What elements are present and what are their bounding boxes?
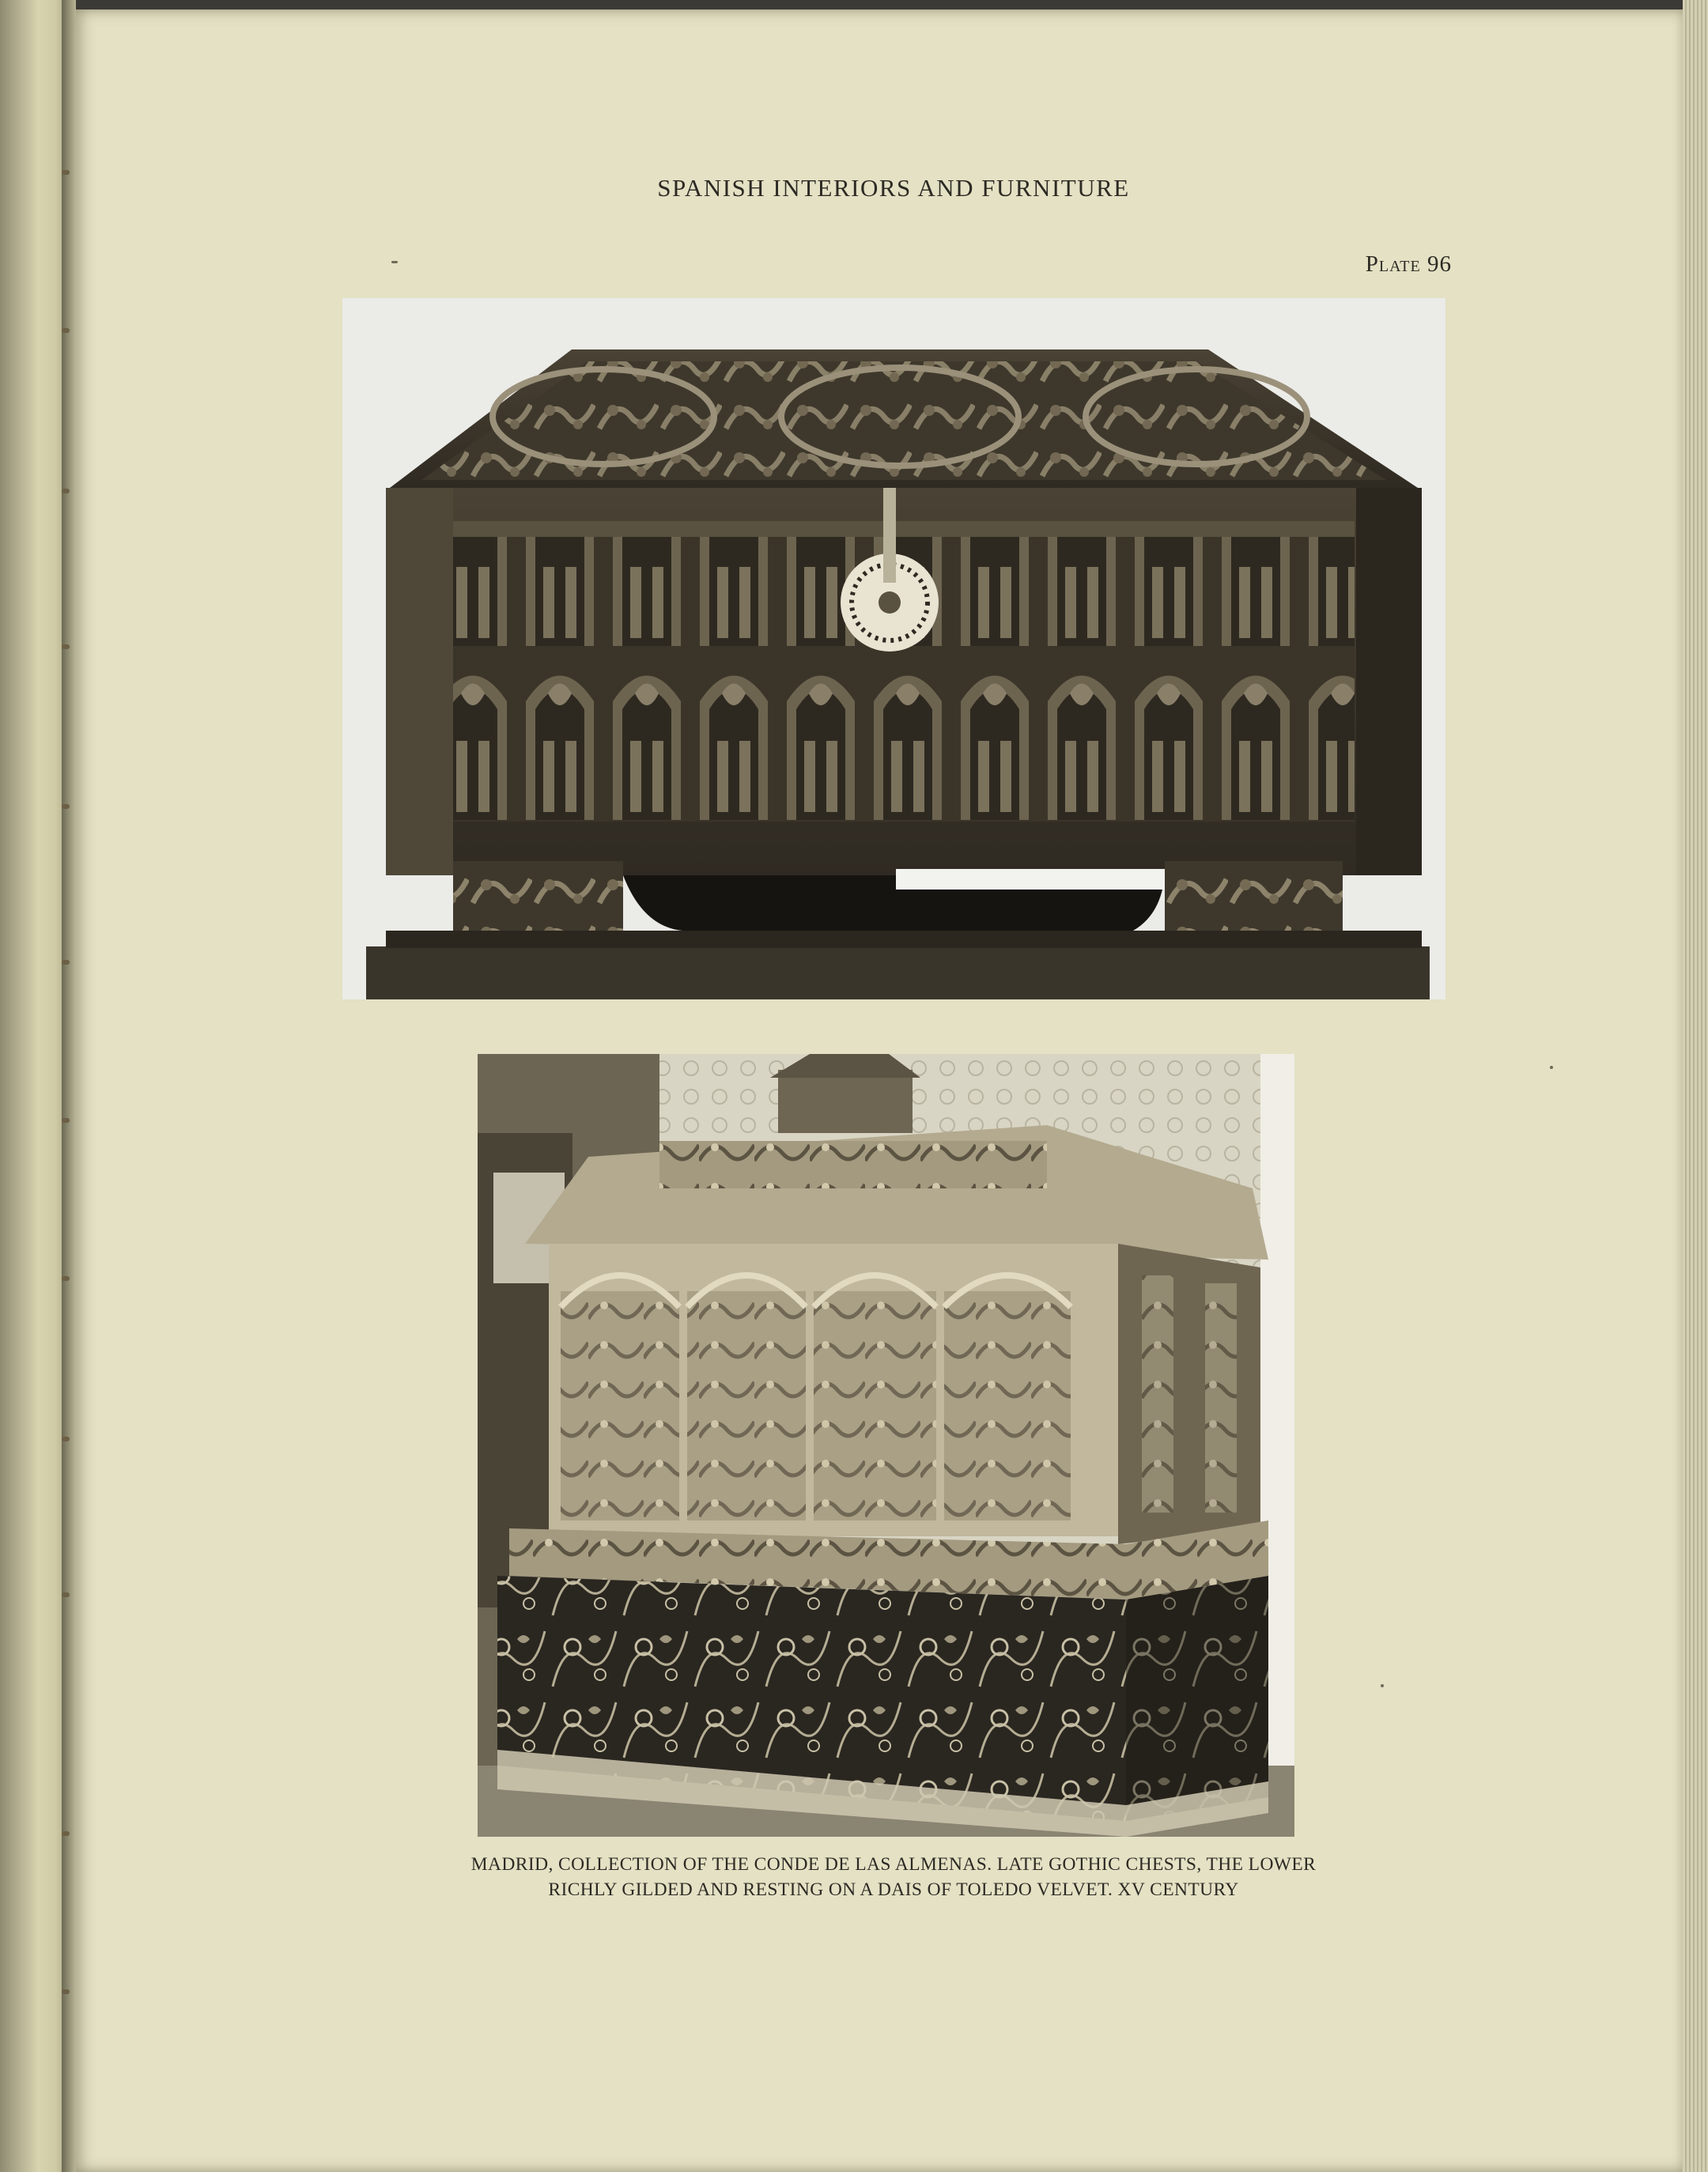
paper-speck [1381,1684,1384,1687]
paper-speck [391,261,398,263]
binding-stitch [62,644,70,649]
binding-stitch [62,1276,70,1281]
binding-stitch [62,1437,70,1441]
binding-gutter [62,0,76,2172]
paper-speck [1550,1066,1553,1069]
plate-number: Plate 96 [1365,251,1452,277]
gilded-chest-illustration [478,1054,1294,1837]
page-fore-edge [1683,0,1708,2172]
binding-stitch [62,489,70,493]
running-head: SPANISH INTERIORS AND FURNITURE [657,174,1130,202]
photo-carved-gothic-chest [342,298,1445,999]
photo-gilded-chest-on-dais [478,1054,1294,1837]
binding-stitch [62,328,70,333]
binding-stitch [62,1118,70,1123]
caption-line-1: MADRID, COLLECTION OF THE CONDE DE LAS ALMENAS. LATE GOTHIC CHESTS, THE LOWER [470,1854,1317,1875]
binding-stitch [62,960,70,965]
carved-chest-illustration [342,298,1445,999]
binding-stitch [62,1592,70,1597]
caption-line-2: RICHLY GILDED AND RESTING ON A DAIS OF TOLEDO VELVET. XV CENTURY [548,1879,1239,1900]
left-page-edge [0,0,70,2172]
plate-caption [340,1852,1447,1902]
binding-stitch [62,804,70,809]
binding-stitch [62,1831,70,1836]
binding-stitch [62,1989,70,1994]
